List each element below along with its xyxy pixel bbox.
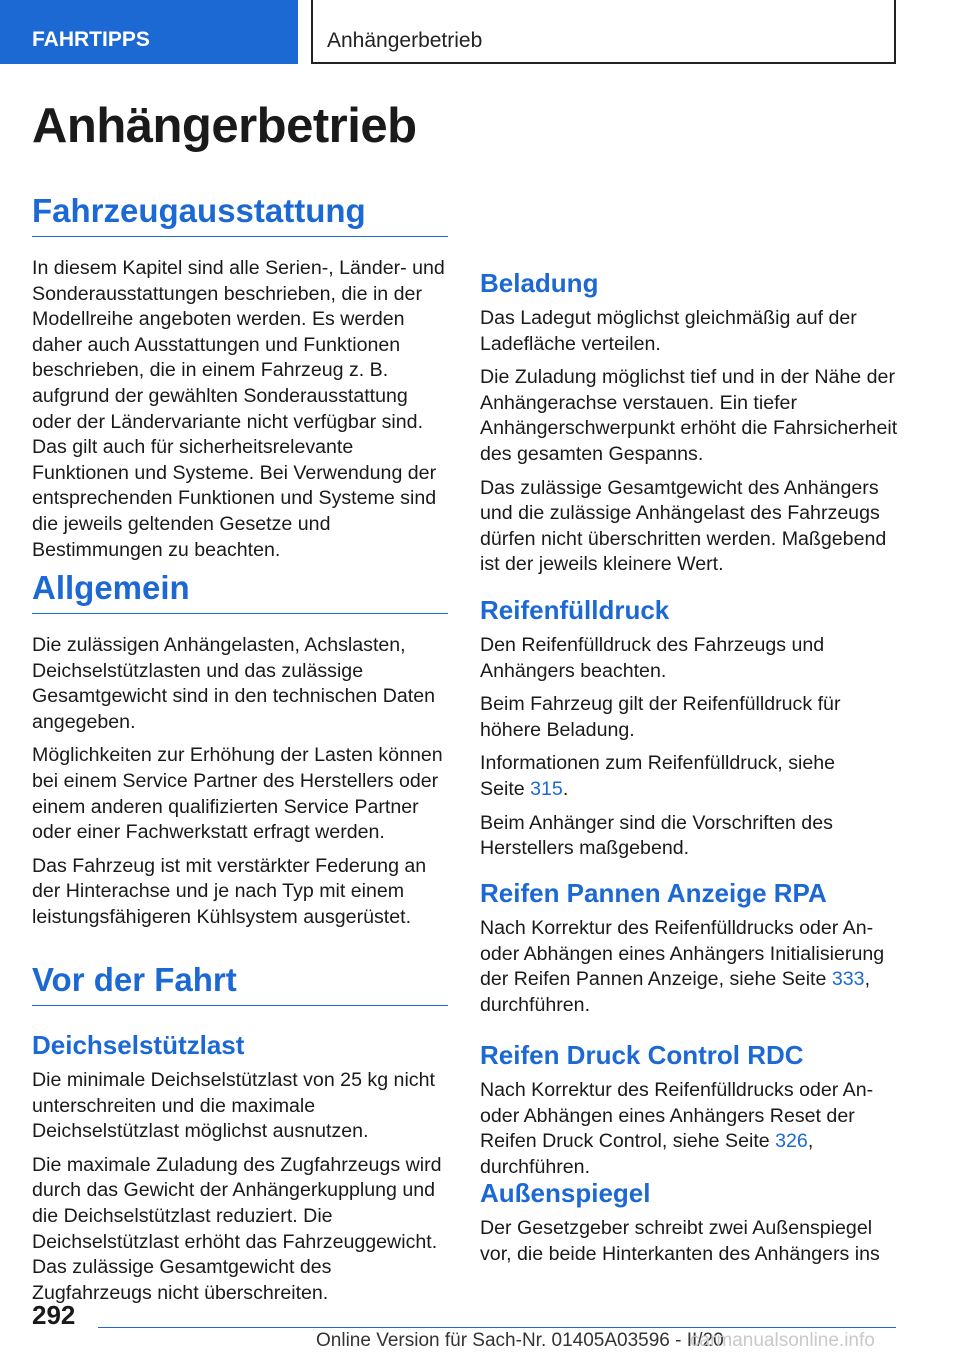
section-rdc (480, 1078, 898, 1180)
section-deichselstuetzlast (32, 1068, 448, 1306)
page-number: 292 (32, 1300, 76, 1330)
paragraph: Möglichkeiten zur Erhöhung der Lasten können bei einem Service Partner des Herstellers oder einem anderen qualifizierten Service Partner oder einer Fachwerkstatt erfragt werden. (32, 744, 443, 844)
paragraph: Beim Fahrzeug gilt der Reifenfülldruck für höhere Beladung. (480, 693, 841, 741)
footer-watermark: carmanualsonline.info (690, 1330, 875, 1351)
heading-rpa: Reifen Pannen Anzeige RPA (480, 878, 827, 908)
paragraph: Die minimale Deichselstützlast von 25 kg nicht unterschreiten und die maximale Deichselstützlast möglichst ausnutzen. (32, 1069, 435, 1143)
paragraph: Das Fahrzeug ist mit verstärkter Federung an der Hinterachse und je nach Typ mit einem leistungsfähigeren Kühlsystem ausgerüstet. (32, 854, 427, 928)
paragraph: Das Ladegut möglichst gleichmäßig auf der Ladefläche verteilen. (480, 307, 857, 355)
heading-reifenfuelldruck: Reifenfülldruck (480, 595, 670, 625)
paragraph: Die maximale Zuladung des Zugfahrzeugs wird durch das Gewicht der Anhängerkupplung und die Deichselstützlast reduziert. Die Deichselstützlast erhöht das Fahrzeuggewicht. Das zulässige Gesamtgewicht des Zugfahrzeugs nicht überschreiten. (32, 1153, 442, 1304)
footer-online-version: Online Version für Sach-Nr. 01405A03596 - II/20 (316, 1330, 724, 1351)
text: Nach Korrektur des Reifenfülldrucks oder An- oder Abhängen eines Anhängers Reset der Reifen Druck Control, siehe Seite (480, 1079, 874, 1153)
section-aussenspiegel (480, 1216, 890, 1267)
paragraph: Das zulässige Gesamtgewicht des Anhängers und die zulässige Anhängelast des Fahrzeugs dürfen nicht überschritten werden. Maßgebend ist der jeweils kleinere Wert. (480, 476, 887, 576)
text: Informationen zum Reifenfülldruck, siehe (480, 752, 836, 775)
paragraph: Den Reifenfülldruck des Fahrzeugs und Anhängers beachten. (480, 634, 825, 682)
text: Nach Korrektur des Reifenfülldrucks oder An- oder Abhängen eines Anhängers Initialisierung der Reifen Pannen Anzeige, siehe Seite (480, 917, 885, 991)
section-allgemein (32, 633, 448, 931)
text: . (562, 777, 569, 800)
heading-beladung: Beladung (480, 268, 599, 298)
page-link-326[interactable]: 326 (775, 1130, 808, 1153)
paragraph: In diesem Kapitel sind alle Serien-, Länder- und Sonderausstattungen beschrieben, die in der Modellreihe angeboten werden. Es werden daher auch Ausstattungen und Funktionen beschrieben, die in einem Fahrzeug z. B. aufgrund der gewählten Sonderausstattung oder der Ländervariante nicht verfügbar sind. Das gilt auch für sicherheitsrelevante Funktionen und Systeme. Bei Verwendung der entsprechenden Funktionen und Systeme sind die jeweils geltenden Gesetze und Bestimmungen zu beachten. (32, 257, 445, 561)
paragraph (480, 916, 890, 1018)
heading-vor-der-fahrt: Vor der Fahrt (32, 961, 448, 1006)
page-link-333[interactable]: 333 (831, 968, 865, 991)
paragraph (480, 1078, 898, 1180)
paragraph: Der Gesetzgeber schreibt zwei Außenspiegel vor, die beide Hinterkanten des Anhängers ins (480, 1217, 880, 1265)
text: Seite (480, 777, 525, 800)
paragraph: Beim Anhänger sind die Vorschriften des Herstellers maßgebend. (480, 811, 833, 860)
text: , durchführen. (480, 968, 871, 1016)
section-beladung (480, 306, 898, 578)
section-rpa (480, 916, 890, 1018)
text: , durchführen. (480, 1130, 814, 1178)
page-title: Anhängerbetrieb (32, 99, 417, 153)
paragraph: Die Zuladung möglichst tief und in der Nähe der Anhängerachse verstauen. Ein tiefer Anhängerschwerpunkt erhöht die Fahrsicherheit des gesamten Gespanns. (480, 366, 898, 465)
heading-fahrzeugausstattung: Fahrzeugausstattung (32, 192, 448, 237)
header-title: Anhängerbetrieb (311, 0, 896, 64)
section-fahrzeugausstattung (32, 256, 448, 563)
page-link-315[interactable]: 315 (530, 777, 563, 800)
heading-allgemein: Allgemein (32, 569, 448, 614)
paragraph: Die zulässigen Anhängelasten, Achslasten, Deichselstützlasten und das zulässige Gesamtgewicht sind in den technischen Daten angegeben. (32, 634, 435, 733)
heading-deichselstuetzlast: Deichselstützlast (32, 1030, 245, 1060)
footer-divider (98, 1327, 896, 1328)
heading-rdc: Reifen Druck Control RDC (480, 1040, 804, 1070)
heading-aussenspiegel: Außenspiegel (480, 1178, 651, 1208)
chapter-tab: FAHRTIPPS (0, 0, 298, 64)
paragraph (480, 751, 900, 802)
section-reifenfuelldruck (480, 633, 900, 862)
